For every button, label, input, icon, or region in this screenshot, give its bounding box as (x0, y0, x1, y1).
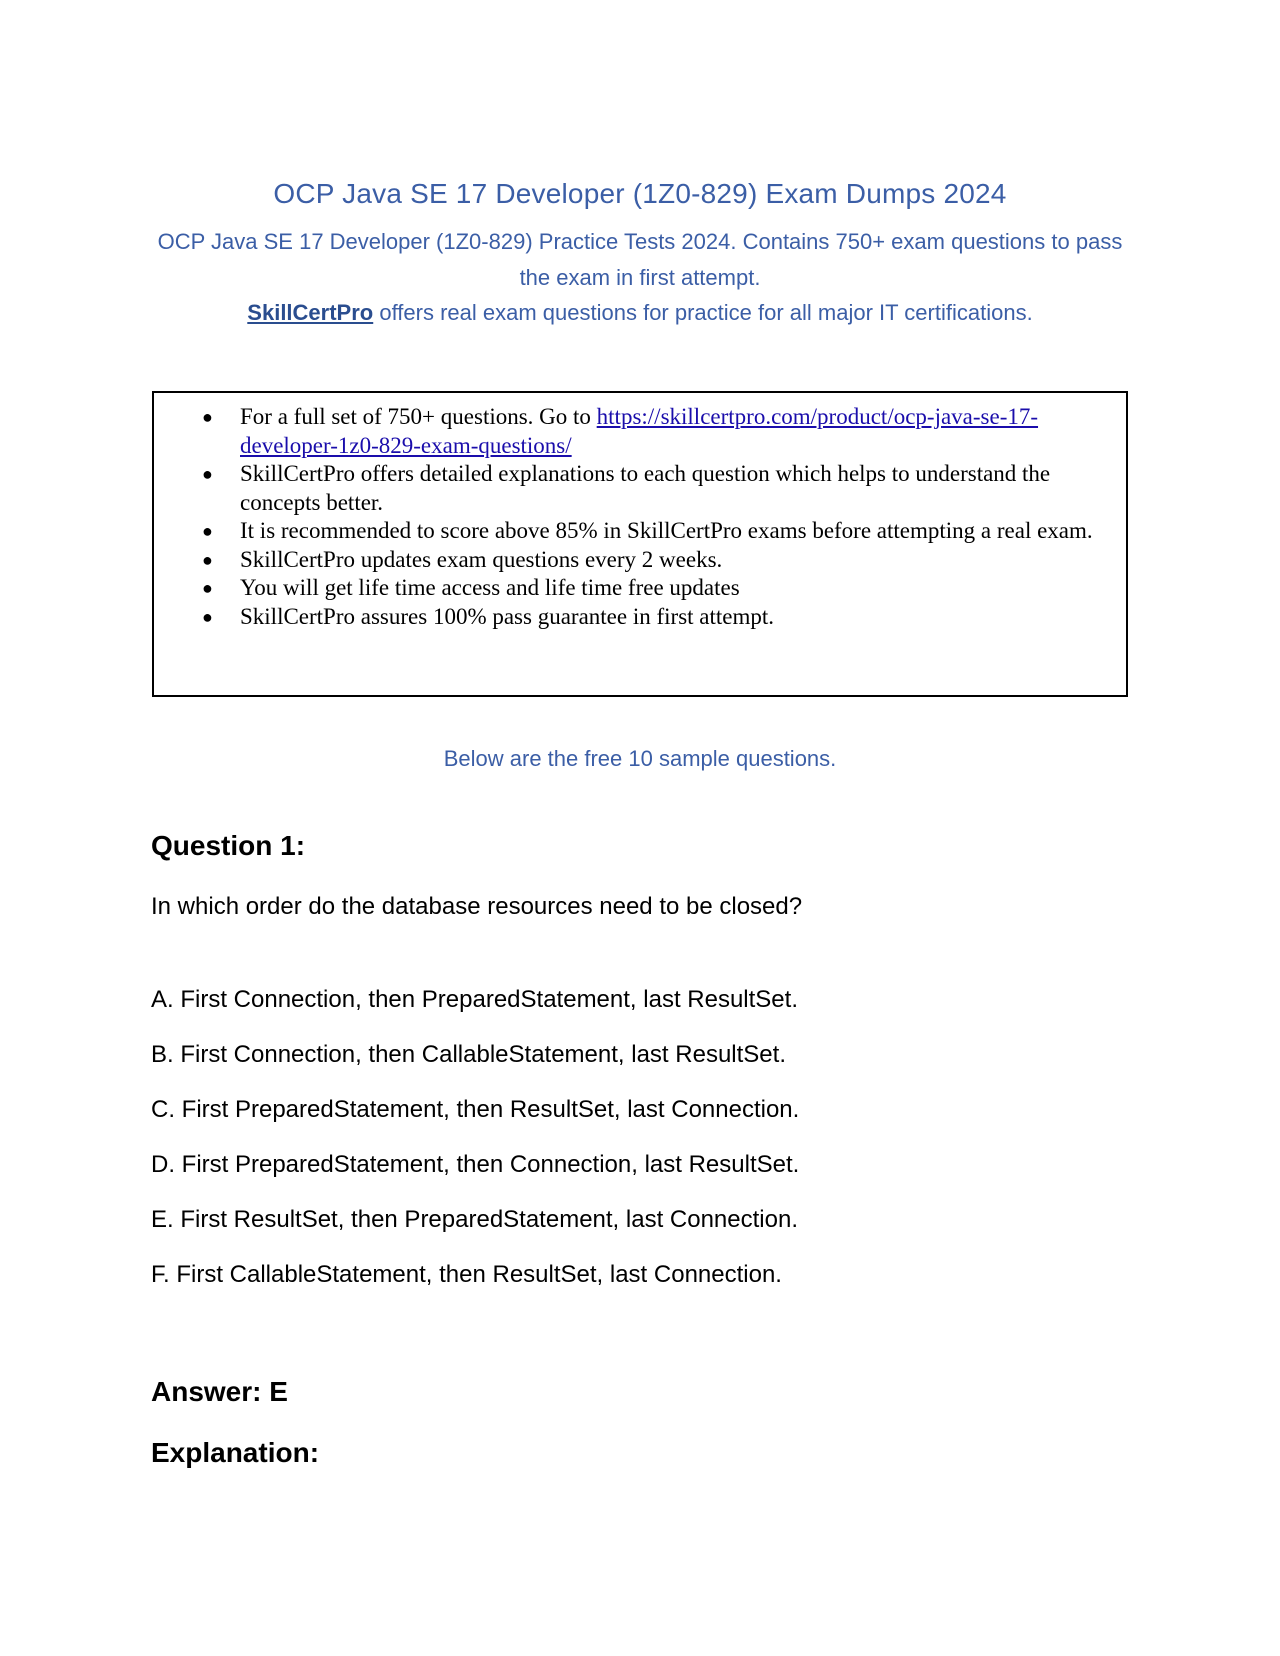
list-item (202, 574, 1114, 603)
list-item-text: SkillCertPro offers detailed explanations to each question which helps to understand the concepts better. (240, 461, 1051, 515)
explanation-heading: Explanation: (151, 1437, 320, 1468)
answer-heading: Answer: E (151, 1376, 288, 1407)
bullet-icon: ● (202, 464, 213, 484)
question-text: In which order do the database resources need to be closed? (151, 893, 803, 920)
list-item (202, 460, 1114, 517)
option-f: F. First CallableStatement, then ResultSet, last Connection. (151, 1261, 782, 1288)
option-a: A. First Connection, then PreparedStatement, last ResultSet. (151, 986, 798, 1013)
option-e: E. First ResultSet, then PreparedStatement, last Connection. (151, 1206, 798, 1233)
offers-text: offers real exam questions for practice for all major IT certifications. (373, 300, 1033, 325)
bullet-icon: ● (202, 549, 213, 570)
option-d: D. First PreparedStatement, then Connection, last ResultSet. (151, 1151, 800, 1178)
page-title: OCP Java SE 17 Developer (1Z0-829) Exam Dumps 2024 (273, 178, 1007, 209)
offers-line (0, 300, 1280, 326)
list-item-text: For a full set of 750+ questions. Go to (240, 404, 597, 429)
product-link[interactable]: https://skillcertpro.com/product/ocp-java-se-17-developer-1z0-829-exam-questions/ (240, 404, 1039, 458)
list-item (202, 603, 1114, 632)
bullet-icon: ● (202, 521, 213, 541)
list-item (202, 546, 1114, 575)
list-item-text: SkillCertPro updates exam questions every 2 weeks. (240, 546, 723, 572)
bullet-icon: ● (202, 407, 213, 427)
option-c: C. First PreparedStatement, then ResultSet, last Connection. (151, 1096, 800, 1123)
skillcertpro-link[interactable]: SkillCertPro (247, 300, 374, 325)
info-list (154, 403, 1126, 631)
question-heading: Question 1: (151, 830, 306, 861)
page-subtitle: OCP Java SE 17 Developer (1Z0-829) Practice Tests 2024. Contains 750+ exam questions to pass the exam in first attempt. (157, 229, 1123, 290)
list-item (202, 403, 1114, 460)
list-item-text: SkillCertPro assures 100% pass guarantee in first attempt. (240, 603, 775, 629)
bullet-icon: ● (202, 606, 213, 627)
answer-options (151, 985, 799, 1315)
sample-intro: Below are the free 10 sample questions. (443, 746, 837, 771)
info-box (152, 391, 1128, 697)
list-item-text: It is recommended to score above 85% in SkillCertPro exams before attempting a real exam. (240, 518, 1093, 543)
bullet-icon: ● (202, 578, 213, 598)
option-b: B. First Connection, then CallableStatement, last ResultSet. (151, 1041, 786, 1068)
list-item-text: You will get life time access and life time free updates (240, 575, 740, 600)
list-item (202, 517, 1114, 546)
